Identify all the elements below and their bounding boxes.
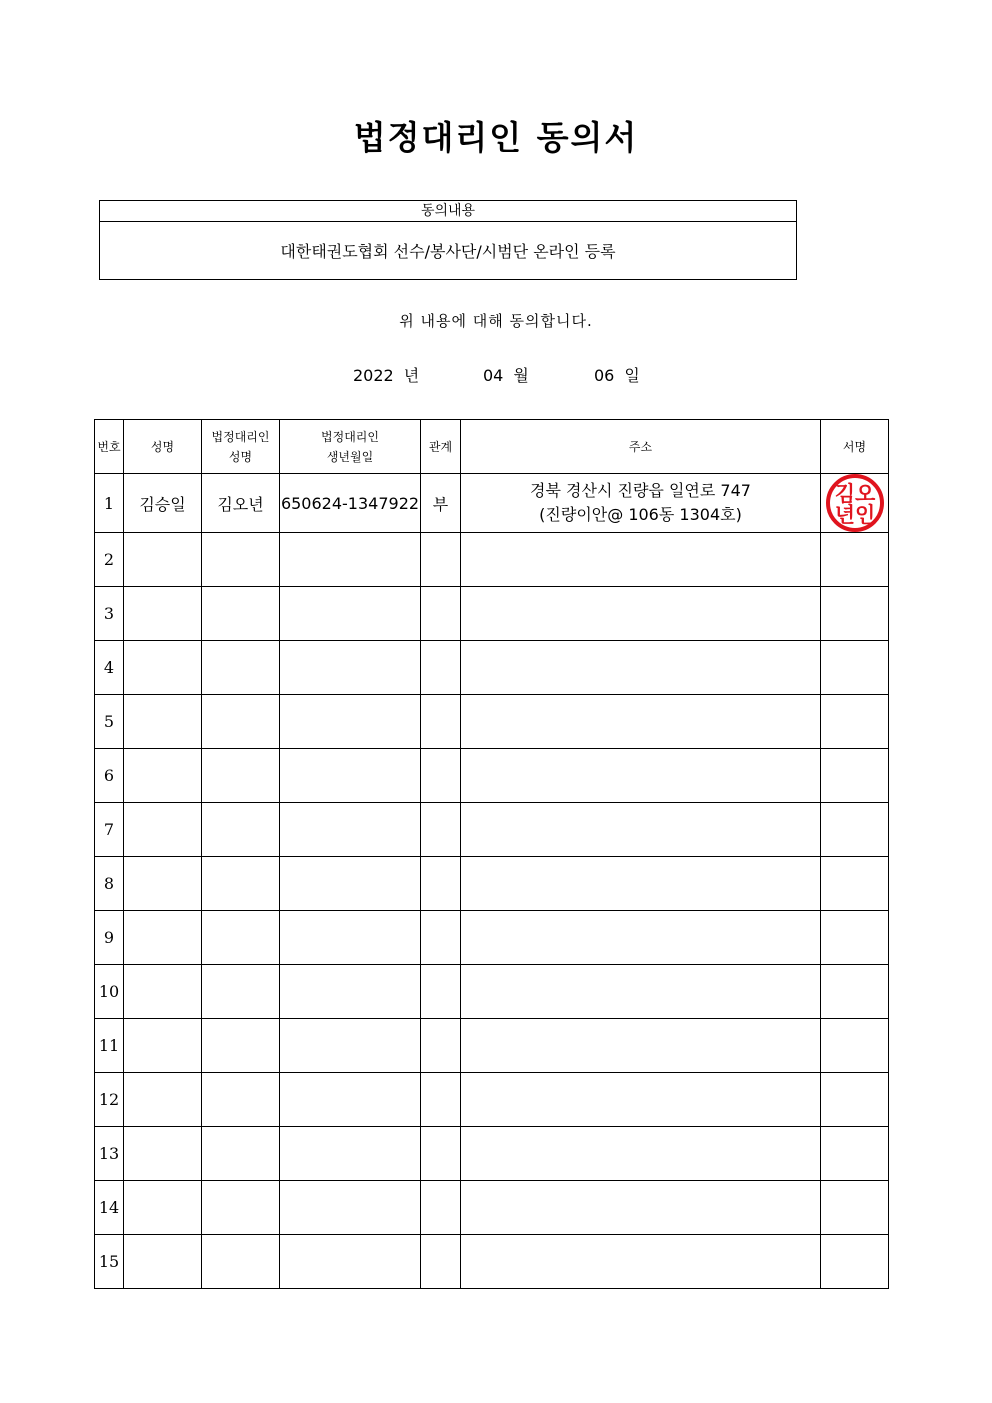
header-guardian-name-line2: 성명 <box>228 449 253 464</box>
row-guardian-name <box>202 587 280 641</box>
row-address <box>461 474 821 533</box>
row-guardian-birth <box>280 857 421 911</box>
row-number: 3 <box>95 587 124 641</box>
row-number: 11 <box>95 1019 124 1073</box>
date-year <box>353 363 419 386</box>
date-month-value: 04 <box>483 366 504 385</box>
table-row <box>95 1235 889 1289</box>
row-relation <box>421 695 461 749</box>
row-address <box>461 965 821 1019</box>
date-day-value: 06 <box>594 366 615 385</box>
row-address <box>461 803 821 857</box>
header-guardian-name-line1: 법정대리인 <box>211 429 270 444</box>
table-row <box>95 857 889 911</box>
row-address <box>461 749 821 803</box>
row-signature <box>821 911 889 965</box>
row-name <box>124 587 202 641</box>
row-guardian-name <box>202 803 280 857</box>
table-row <box>95 1181 889 1235</box>
row-guardian-name <box>202 1073 280 1127</box>
row-relation <box>421 641 461 695</box>
consent-text: 대한태권도협회 선수/봉사단/시범단 온라인 등록 <box>280 242 616 261</box>
agree-statement: 위 내용에 대해 동의합니다. <box>399 312 593 330</box>
row-number: 13 <box>95 1127 124 1181</box>
row-guardian-name <box>202 1181 280 1235</box>
row-address-line2: (진량이안@ 106동 1304호) <box>539 505 742 524</box>
row-number: 10 <box>95 965 124 1019</box>
row-number: 9 <box>95 911 124 965</box>
row-signature <box>821 1127 889 1181</box>
row-guardian-birth <box>280 1127 421 1181</box>
row-guardian-birth <box>280 911 421 965</box>
row-guardian-birth <box>280 1181 421 1235</box>
row-guardian-name <box>202 857 280 911</box>
date-year-unit: 년 <box>403 366 420 385</box>
row-name <box>124 1235 202 1289</box>
guardian-consent-table <box>94 419 889 1289</box>
row-guardian-name <box>202 965 280 1019</box>
date-month-unit: 월 <box>513 366 529 385</box>
row-number: 2 <box>95 533 124 587</box>
row-relation <box>421 1235 461 1289</box>
row-name <box>124 1073 202 1127</box>
seal-text-bottom: 년인 <box>834 503 875 527</box>
name-seal-stamp <box>826 474 884 532</box>
row-guardian-birth <box>280 641 421 695</box>
row-relation <box>421 749 461 803</box>
row-signature <box>821 1235 889 1289</box>
row-name <box>124 533 202 587</box>
row-relation <box>421 1181 461 1235</box>
row-guardian-birth <box>280 965 421 1019</box>
table-row <box>95 1073 889 1127</box>
consent-content-box <box>99 200 797 280</box>
header-name: 성명 <box>124 420 202 474</box>
row-signature <box>821 857 889 911</box>
seal-text-top: 김오 <box>834 482 875 506</box>
row-relation <box>421 587 461 641</box>
row-name <box>124 803 202 857</box>
row-guardian-name <box>202 695 280 749</box>
date-year-value: 2022 <box>353 366 394 385</box>
table-row <box>95 803 889 857</box>
table-row <box>95 1127 889 1181</box>
row-guardian-name: 김오년 <box>202 474 280 533</box>
table-row <box>95 965 889 1019</box>
table-row <box>95 911 889 965</box>
row-number: 15 <box>95 1235 124 1289</box>
row-number: 6 <box>95 749 124 803</box>
row-relation <box>421 1127 461 1181</box>
header-address: 주소 <box>461 420 821 474</box>
row-guardian-birth <box>280 587 421 641</box>
row-signature <box>821 474 889 533</box>
row-name <box>124 1127 202 1181</box>
header-guardian-birth-line2: 생년월일 <box>326 449 374 464</box>
row-relation: 부 <box>421 474 461 533</box>
row-guardian-name <box>202 911 280 965</box>
row-address <box>461 1073 821 1127</box>
row-guardian-name <box>202 533 280 587</box>
row-relation <box>421 803 461 857</box>
row-guardian-birth <box>280 1019 421 1073</box>
row-name <box>124 695 202 749</box>
table-row <box>95 587 889 641</box>
row-address <box>461 1235 821 1289</box>
row-name <box>124 857 202 911</box>
row-number: 8 <box>95 857 124 911</box>
row-relation <box>421 965 461 1019</box>
date-month <box>483 363 529 386</box>
row-signature <box>821 587 889 641</box>
row-guardian-name <box>202 641 280 695</box>
row-guardian-birth: 650624-1347922 <box>280 474 421 533</box>
row-signature <box>821 641 889 695</box>
header-signature: 서명 <box>821 420 889 474</box>
row-address <box>461 533 821 587</box>
row-number: 14 <box>95 1181 124 1235</box>
row-name: 김승일 <box>124 474 202 533</box>
row-guardian-name <box>202 749 280 803</box>
header-guardian-birth <box>280 420 421 474</box>
row-guardian-name <box>202 1127 280 1181</box>
row-relation <box>421 911 461 965</box>
row-guardian-name <box>202 1019 280 1073</box>
row-relation <box>421 1019 461 1073</box>
table-row <box>95 1019 889 1073</box>
row-signature <box>821 803 889 857</box>
row-number: 1 <box>95 474 124 533</box>
table-row <box>95 749 889 803</box>
header-relation: 관계 <box>421 420 461 474</box>
row-signature <box>821 749 889 803</box>
consent-header: 동의내용 <box>100 201 796 222</box>
row-relation <box>421 857 461 911</box>
row-name <box>124 1019 202 1073</box>
row-address <box>461 1181 821 1235</box>
date-day <box>594 363 640 386</box>
row-address <box>461 1127 821 1181</box>
row-guardian-birth <box>280 1235 421 1289</box>
row-address <box>461 695 821 749</box>
row-name <box>124 1181 202 1235</box>
table-row <box>95 474 889 533</box>
table-row <box>95 695 889 749</box>
row-address <box>461 911 821 965</box>
row-guardian-birth <box>280 695 421 749</box>
header-number: 번호 <box>95 420 124 474</box>
date-day-unit: 일 <box>624 366 640 385</box>
row-address <box>461 587 821 641</box>
row-name <box>124 641 202 695</box>
row-guardian-birth <box>280 803 421 857</box>
row-address-line1: 경북 경산시 진량읍 일연로 747 <box>530 481 751 500</box>
row-address <box>461 1019 821 1073</box>
header-guardian-birth-line1: 법정대리인 <box>321 429 379 444</box>
row-number: 12 <box>95 1073 124 1127</box>
row-guardian-name <box>202 1235 280 1289</box>
row-signature <box>821 965 889 1019</box>
header-guardian-name <box>202 420 280 474</box>
row-signature <box>821 1073 889 1127</box>
row-number: 5 <box>95 695 124 749</box>
row-guardian-birth <box>280 749 421 803</box>
row-address <box>461 857 821 911</box>
row-signature <box>821 533 889 587</box>
row-name <box>124 965 202 1019</box>
table-header-row <box>95 420 889 474</box>
row-name <box>124 749 202 803</box>
row-guardian-birth <box>280 533 421 587</box>
row-signature <box>821 1181 889 1235</box>
table-row <box>95 641 889 695</box>
row-address <box>461 641 821 695</box>
row-signature <box>821 695 889 749</box>
page-title: 법정대리인 동의서 <box>353 118 639 157</box>
row-relation <box>421 533 461 587</box>
table-body <box>95 474 889 1289</box>
table-row <box>95 533 889 587</box>
row-name <box>124 911 202 965</box>
row-signature <box>821 1019 889 1073</box>
row-relation <box>421 1073 461 1127</box>
row-number: 4 <box>95 641 124 695</box>
row-number: 7 <box>95 803 124 857</box>
row-guardian-birth <box>280 1073 421 1127</box>
